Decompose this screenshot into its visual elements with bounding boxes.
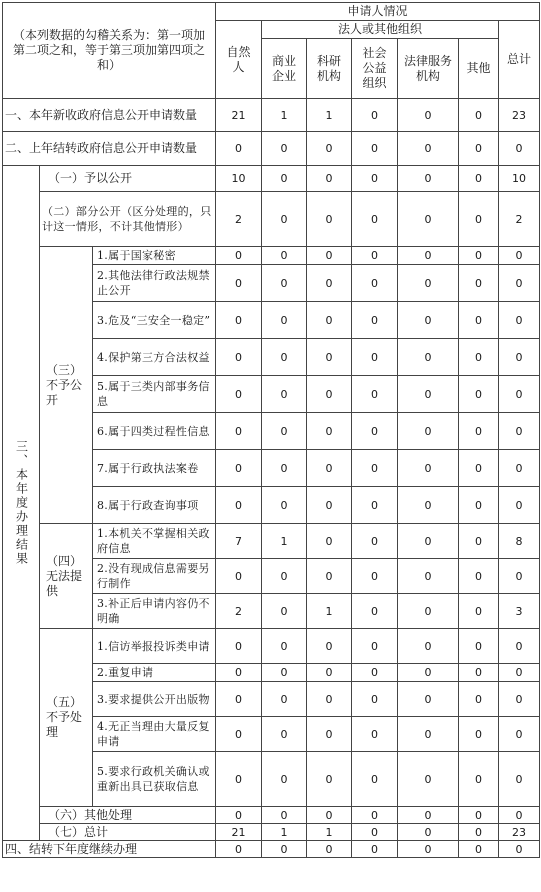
value-cell: 0: [352, 664, 398, 682]
value-cell: 0: [216, 629, 262, 664]
value-cell: 0: [499, 807, 540, 824]
value-cell: 0: [307, 629, 352, 664]
value-cell: 0: [307, 302, 352, 339]
value-cell: 2: [216, 192, 262, 247]
value-cell: 0: [459, 752, 499, 807]
value-cell: 0: [499, 664, 540, 682]
value-cell: 0: [216, 247, 262, 265]
value-cell: 0: [262, 807, 307, 824]
value-cell: 0: [216, 664, 262, 682]
value-cell: 0: [307, 166, 352, 192]
value-cell: 0: [398, 629, 459, 664]
header-org-public-welfare: 社会公益组织: [352, 39, 398, 99]
value-cell: 0: [262, 132, 307, 166]
value-cell: 0: [262, 594, 307, 629]
value-cell: 0: [262, 192, 307, 247]
row-other-handling: （六）其他处理: [40, 807, 216, 824]
value-cell: 0: [459, 682, 499, 717]
value-cell: 0: [216, 132, 262, 166]
value-cell: 0: [352, 487, 398, 524]
value-cell: 1: [307, 824, 352, 841]
value-cell: 0: [307, 524, 352, 559]
value-cell: 0: [398, 413, 459, 450]
value-cell: 0: [352, 717, 398, 752]
value-cell: 0: [262, 664, 307, 682]
value-cell: 0: [352, 807, 398, 824]
row-new-applications: 一、本年新收政府信息公开申请数量: [3, 99, 216, 132]
value-cell: 0: [307, 192, 352, 247]
value-cell: 0: [459, 265, 499, 302]
value-cell: 0: [262, 682, 307, 717]
value-cell: 0: [307, 132, 352, 166]
value-cell: 0: [216, 559, 262, 594]
value-cell: 0: [499, 487, 540, 524]
value-cell: 0: [216, 752, 262, 807]
noprocess-item: 5.要求行政机关确认或重新出具已获取信息: [93, 752, 216, 807]
value-cell: 2: [499, 192, 540, 247]
value-cell: 0: [352, 339, 398, 376]
value-cell: 0: [499, 559, 540, 594]
header-note: （本列数据的勾稽关系为：第一项加第二项之和，等于第三项加第四项之和）: [3, 3, 216, 99]
refuse-item: 6.属于四类过程性信息: [93, 413, 216, 450]
value-cell: 0: [307, 339, 352, 376]
value-cell: 1: [307, 594, 352, 629]
value-cell: 0: [307, 752, 352, 807]
value-cell: 0: [307, 807, 352, 824]
value-cell: 0: [499, 682, 540, 717]
value-cell: 0: [459, 302, 499, 339]
value-cell: 0: [459, 524, 499, 559]
noprocess-item: 3.要求提供公开出版物: [93, 682, 216, 717]
value-cell: 23: [499, 824, 540, 841]
value-cell: 0: [262, 841, 307, 858]
header-org-business: 商业企业: [262, 39, 307, 99]
disclosure-table: [2, 2, 540, 858]
value-cell: 0: [459, 594, 499, 629]
value-cell: 7: [216, 524, 262, 559]
value-cell: 0: [459, 807, 499, 824]
header-org-legal-service: 法律服务机构: [398, 39, 459, 99]
value-cell: 0: [499, 302, 540, 339]
value-cell: 0: [262, 629, 307, 664]
refuse-item: 8.属于行政查询事项: [93, 487, 216, 524]
value-cell: 0: [352, 450, 398, 487]
value-cell: 0: [459, 824, 499, 841]
value-cell: 0: [459, 559, 499, 594]
value-cell: 0: [262, 559, 307, 594]
value-cell: 0: [216, 807, 262, 824]
value-cell: 0: [398, 376, 459, 413]
value-cell: 10: [216, 166, 262, 192]
value-cell: 0: [216, 717, 262, 752]
value-cell: 23: [499, 99, 540, 132]
value-cell: 0: [216, 302, 262, 339]
value-cell: 0: [459, 629, 499, 664]
value-cell: 0: [499, 247, 540, 265]
value-cell: 0: [499, 265, 540, 302]
value-cell: 0: [398, 717, 459, 752]
value-cell: 0: [459, 664, 499, 682]
value-cell: 0: [499, 450, 540, 487]
value-cell: 0: [499, 413, 540, 450]
noprocess-item: 1.信访举报投诉类申请: [93, 629, 216, 664]
value-cell: 0: [352, 841, 398, 858]
value-cell: 0: [352, 559, 398, 594]
value-cell: 0: [307, 841, 352, 858]
value-cell: 0: [459, 487, 499, 524]
value-cell: 0: [262, 752, 307, 807]
value-cell: 0: [459, 339, 499, 376]
value-cell: 21: [216, 824, 262, 841]
value-cell: 0: [307, 664, 352, 682]
value-cell: 0: [352, 413, 398, 450]
header-legal-org: 法人或其他组织: [262, 21, 499, 39]
value-cell: 0: [352, 99, 398, 132]
value-cell: 0: [352, 682, 398, 717]
noprocess-item: 2.重复申请: [93, 664, 216, 682]
value-cell: 0: [352, 132, 398, 166]
unable-item: 3.补正后申请内容仍不明确: [93, 594, 216, 629]
value-cell: 0: [499, 752, 540, 807]
value-cell: 0: [307, 559, 352, 594]
value-cell: 0: [398, 594, 459, 629]
header-org-other: 其他: [459, 39, 499, 99]
value-cell: 0: [499, 132, 540, 166]
refuse-item: 4.保护第三方合法权益: [93, 339, 216, 376]
row-grant: （一）予以公开: [40, 166, 216, 192]
row-partial: （二）部分公开（区分处理的，只计这一情形，不计其他情形）: [40, 192, 216, 247]
value-cell: 0: [216, 487, 262, 524]
value-cell: 0: [499, 717, 540, 752]
value-cell: 0: [352, 302, 398, 339]
value-cell: 0: [398, 559, 459, 594]
noprocess-label: （五）不予处理: [40, 629, 93, 807]
row-carry-next-year: 四、结转下年度继续办理: [3, 841, 216, 858]
value-cell: 0: [352, 166, 398, 192]
refuse-item: 7.属于行政执法案卷: [93, 450, 216, 487]
value-cell: 0: [307, 413, 352, 450]
value-cell: 0: [398, 807, 459, 824]
value-cell: 0: [352, 524, 398, 559]
section3-label: 三、本年度办理结果: [3, 166, 40, 841]
value-cell: 0: [216, 682, 262, 717]
header-applicant: 申请人情况: [216, 3, 540, 21]
value-cell: 0: [262, 487, 307, 524]
value-cell: 0: [398, 302, 459, 339]
value-cell: 0: [262, 166, 307, 192]
value-cell: 0: [352, 629, 398, 664]
unable-label: （四）无法提供: [40, 524, 93, 629]
value-cell: 0: [352, 265, 398, 302]
value-cell: 0: [216, 339, 262, 376]
value-cell: 0: [499, 629, 540, 664]
value-cell: 0: [459, 132, 499, 166]
value-cell: 0: [499, 376, 540, 413]
value-cell: 0: [398, 841, 459, 858]
value-cell: 0: [307, 450, 352, 487]
value-cell: 0: [398, 524, 459, 559]
value-cell: 0: [307, 682, 352, 717]
value-cell: 1: [262, 524, 307, 559]
unable-item: 1.本机关不掌握相关政府信息: [93, 524, 216, 559]
value-cell: 0: [262, 247, 307, 265]
value-cell: 0: [307, 376, 352, 413]
header-org-research: 科研机构: [307, 39, 352, 99]
value-cell: 0: [262, 265, 307, 302]
value-cell: 0: [262, 376, 307, 413]
value-cell: 0: [262, 339, 307, 376]
row-total: （七）总计: [40, 824, 216, 841]
value-cell: 0: [307, 717, 352, 752]
value-cell: 1: [307, 99, 352, 132]
value-cell: 0: [398, 664, 459, 682]
refuse-item: 3.危及“三安全一稳定”: [93, 302, 216, 339]
value-cell: 0: [459, 450, 499, 487]
row-carried-over: 二、上年结转政府信息公开申请数量: [3, 132, 216, 166]
value-cell: 0: [262, 450, 307, 487]
refuse-item: 1.属于国家秘密: [93, 247, 216, 265]
value-cell: 0: [352, 192, 398, 247]
value-cell: 0: [459, 376, 499, 413]
value-cell: 0: [499, 841, 540, 858]
value-cell: 0: [262, 302, 307, 339]
value-cell: 0: [459, 99, 499, 132]
value-cell: 0: [459, 717, 499, 752]
value-cell: 0: [398, 132, 459, 166]
value-cell: 1: [262, 99, 307, 132]
value-cell: 0: [398, 824, 459, 841]
refuse-label: （三）不予公开: [40, 247, 93, 524]
value-cell: 0: [216, 450, 262, 487]
value-cell: 0: [459, 413, 499, 450]
value-cell: 10: [499, 166, 540, 192]
refuse-item: 2.其他法律行政法规禁止公开: [93, 265, 216, 302]
unable-item: 2.没有现成信息需要另行制作: [93, 559, 216, 594]
value-cell: 0: [398, 682, 459, 717]
value-cell: 0: [262, 413, 307, 450]
value-cell: 0: [307, 265, 352, 302]
value-cell: 8: [499, 524, 540, 559]
value-cell: 0: [398, 450, 459, 487]
value-cell: 0: [459, 166, 499, 192]
value-cell: 0: [398, 265, 459, 302]
value-cell: 21: [216, 99, 262, 132]
value-cell: 0: [262, 717, 307, 752]
value-cell: 0: [398, 487, 459, 524]
value-cell: 0: [352, 594, 398, 629]
value-cell: 0: [398, 247, 459, 265]
value-cell: 0: [398, 339, 459, 376]
value-cell: 0: [352, 376, 398, 413]
value-cell: 0: [307, 247, 352, 265]
refuse-item: 5.属于三类内部事务信息: [93, 376, 216, 413]
value-cell: 0: [216, 265, 262, 302]
value-cell: 0: [216, 376, 262, 413]
value-cell: 0: [352, 752, 398, 807]
value-cell: 2: [216, 594, 262, 629]
value-cell: 3: [499, 594, 540, 629]
value-cell: 0: [216, 841, 262, 858]
value-cell: 0: [499, 339, 540, 376]
value-cell: 0: [307, 487, 352, 524]
noprocess-item: 4.无正当理由大量反复申请: [93, 717, 216, 752]
value-cell: 0: [398, 99, 459, 132]
value-cell: 0: [398, 192, 459, 247]
value-cell: 1: [262, 824, 307, 841]
value-cell: 0: [352, 247, 398, 265]
value-cell: 0: [459, 192, 499, 247]
header-natural-person: 自然人: [216, 21, 262, 99]
value-cell: 0: [398, 752, 459, 807]
header-total: 总计: [499, 21, 540, 99]
value-cell: 0: [398, 166, 459, 192]
value-cell: 0: [216, 413, 262, 450]
value-cell: 0: [352, 824, 398, 841]
value-cell: 0: [459, 841, 499, 858]
value-cell: 0: [459, 247, 499, 265]
